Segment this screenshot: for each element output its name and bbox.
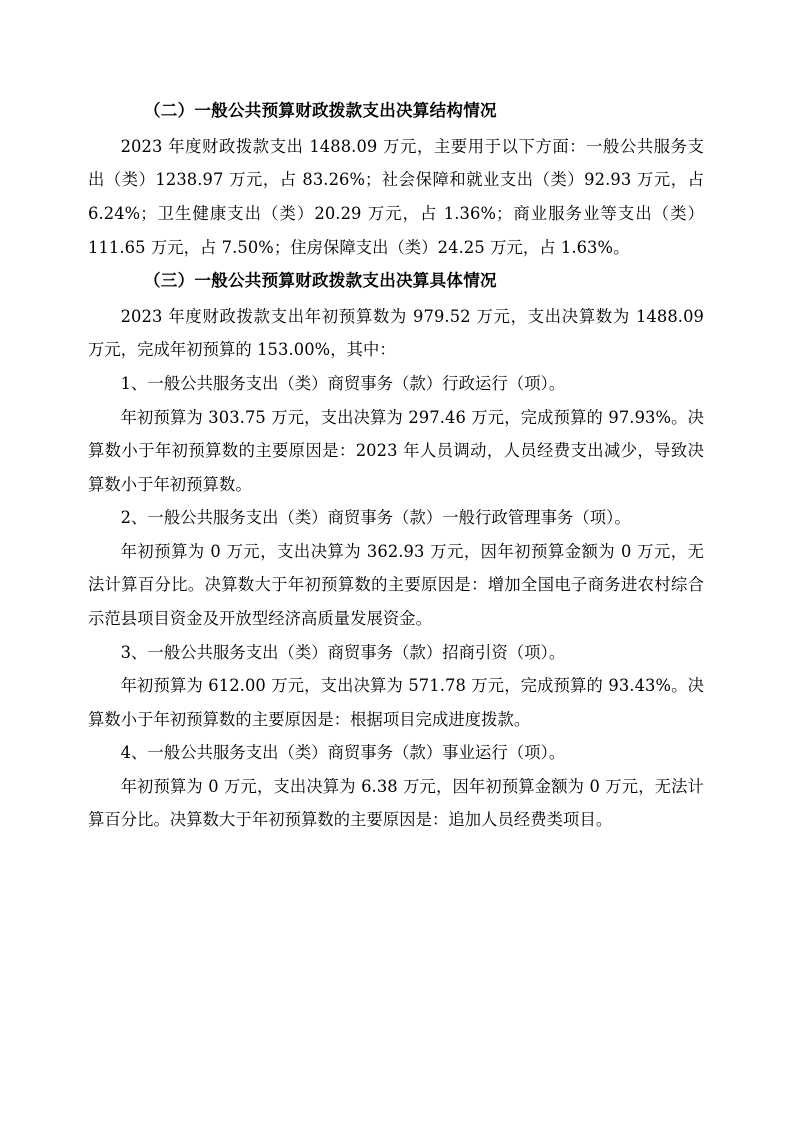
- section-heading-budget-specifics: （三）一般公共预算财政拨款支出决算具体情况: [144, 271, 497, 291]
- document-body: [88, 94, 704, 837]
- paragraph-budget-structure-detail: 2023 年度财政拨款支出 1488.09 万元，主要用于以下方面：一般公共服务支出（类）1238.97 万元，占 83.26%；社会保障和就业支出（类）92.93 万元，占 6.24%；卫生健康支出（类）20.29 万元，占 1.36%；商业服务业等支出（类）111.65 万元，占 7.50%；住房保障支出（类）24.25 万元，占 1.63%。: [88, 136, 704, 257]
- paragraph-item-3-title: 3、一般公共服务支出（类）商贸事务（款）招商引资（项）。: [120, 642, 566, 662]
- paragraph-budget-specifics-intro: 2023 年度财政拨款支出年初预算数为 979.52 万元，支出决算数为 1488.09 万元，完成年初预算的 153.00%，其中：: [88, 306, 704, 360]
- paragraph-item-4-title: 4、一般公共服务支出（类）商贸事务（款）事业运行（项）。: [120, 743, 566, 763]
- paragraph-item-1-detail: 年初预算为 303.75 万元，支出决算为 297.46 万元，完成预算的 97.93%。决算数小于年初预算数的主要原因是：2023 年人员调动，人员经费支出减少，导致决算数小于年初预算数。: [88, 407, 704, 494]
- section-heading-budget-structure: （二）一般公共预算财政拨款支出决算结构情况: [144, 101, 497, 120]
- paragraph-item-1-title: 1、一般公共服务支出（类）商贸事务（款）行政运行（项）。: [120, 374, 566, 393]
- paragraph-item-2-detail: 年初预算为 0 万元，支出决算为 362.93 万元，因年初预算金额为 0 万元，无法计算百分比。决算数大于年初预算数的主要原因是：增加全国电子商务进农村综合示范县项目资金及开放型经济高质量发展资金。: [88, 541, 704, 628]
- paragraph-item-4-detail: 年初预算为 0 万元，支出决算为 6.38 万元，因年初预算金额为 0 万元，无法计算百分比。决算数大于年初预算数的主要原因是：追加人员经费类项目。: [88, 776, 704, 830]
- paragraph-item-2-title: 2、一般公共服务支出（类）商贸事务（款）一般行政管理事务（项）。: [120, 508, 631, 528]
- paragraph-item-3-detail: 年初预算为 612.00 万元，支出决算为 571.78 万元，完成预算的 93.43%。决算数小于年初预算数的主要原因是：根据项目完成进度拨款。: [88, 676, 704, 729]
